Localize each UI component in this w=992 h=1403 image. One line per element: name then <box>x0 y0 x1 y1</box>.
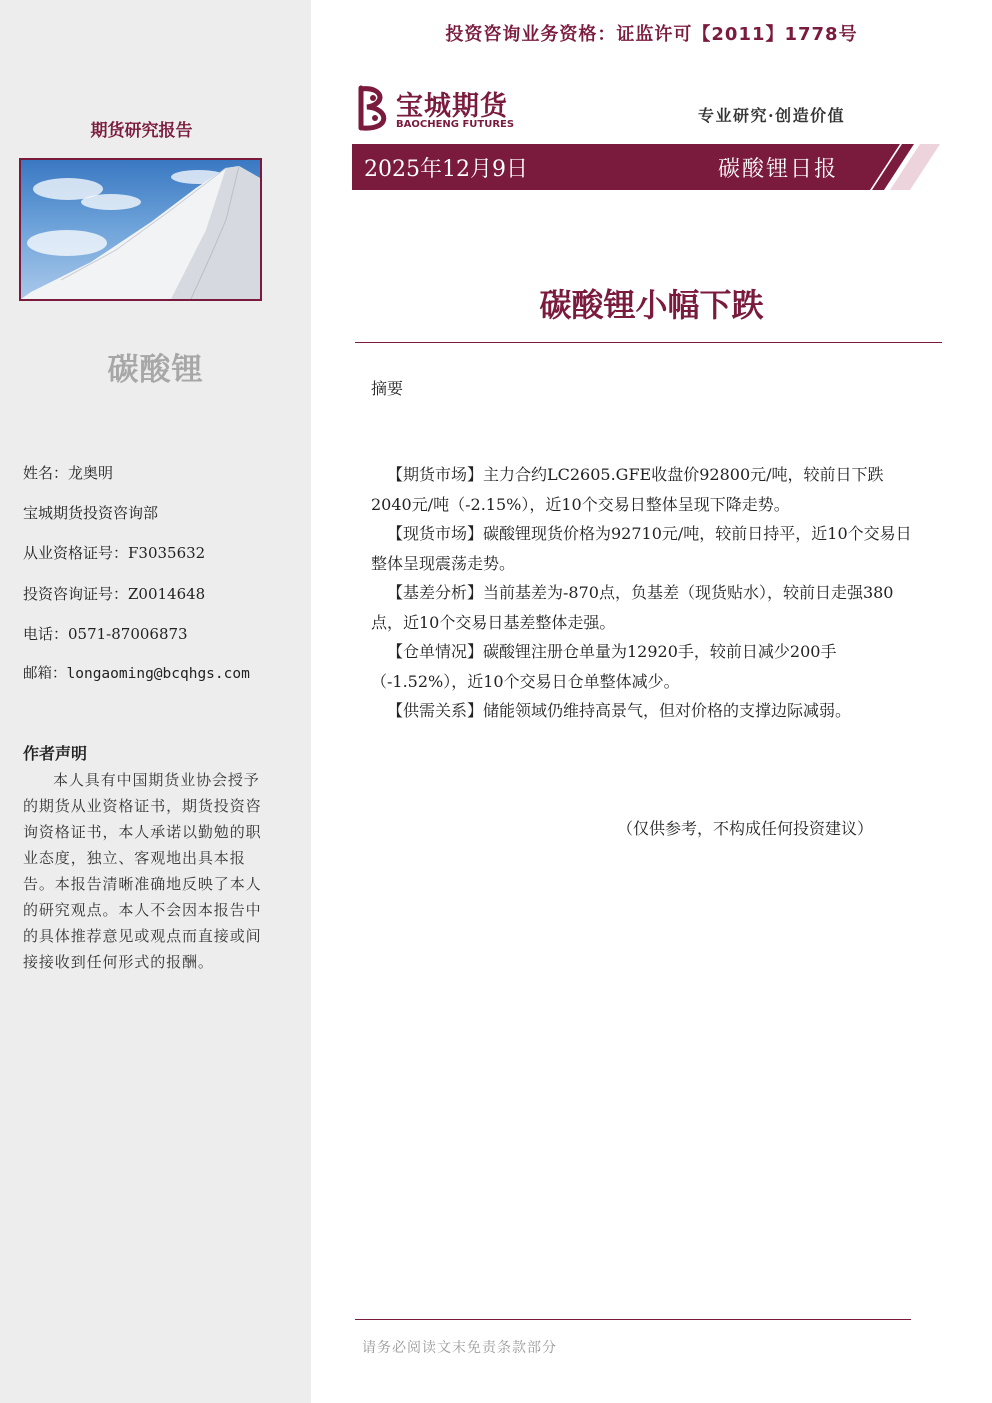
disclaimer: （仅供参考，不构成任何投资建议） <box>617 819 874 838</box>
footer-divider <box>355 1319 911 1320</box>
consulting-number: 投资咨询证号：Z0014648 <box>23 584 206 603</box>
sidebar <box>0 0 311 1403</box>
logo-name-cn: 宝城期货 <box>396 91 508 122</box>
license-line: 投资咨询业务资格：证监许可【2011】1778号 <box>445 24 858 45</box>
author-department: 宝城期货投资咨询部 <box>23 504 159 523</box>
product-name: 碳酸锂 <box>107 352 204 388</box>
footer-note: 请务必阅读文末免责条款部分 <box>362 1340 557 1356</box>
logo-mark-icon <box>355 84 393 132</box>
author-contact <box>23 462 250 703</box>
summary-warehouse-receipts: 【仓单情况】碳酸锂注册仓单量为12920手，较前日减少200手（-1.52%），近10个交易日仓单整体减少。 <box>371 642 837 691</box>
declaration-body: 本人具有中国期货业协会授予的期货从业资格证书，期货投资咨询资格证书，本人承诺以勤勉的职业态度，独立、客观地出具本报告。本报告清晰准确地反映了本人的研究观点。本人不会因本报告中的具体推荐意见或观点而直接或间接接收到任何形式的报酬。 <box>23 771 262 971</box>
report-type-label: 期货研究报告 <box>90 121 193 141</box>
summary <box>371 460 917 726</box>
title-divider <box>355 342 942 343</box>
author-phone: 电话：0571-87006873 <box>23 624 188 643</box>
salt-pile-image <box>21 160 260 299</box>
summary-supply-demand: 【供需关系】储能领域仍维持高景气，但对价格的支撑边际减弱。 <box>387 701 852 720</box>
logo-name-en: BAOCHENG FUTURES <box>396 119 515 130</box>
cover-image <box>19 158 262 301</box>
qualification-number: 从业资格证号：F3035632 <box>23 544 206 563</box>
report-title: 碳酸锂小幅下跌 <box>539 286 764 324</box>
summary-basis-analysis: 【基差分析】当前基差为-870点，负基差（现货贴水），较前日走强380点，近10个交易日基差整体走强。 <box>371 583 894 632</box>
author-email[interactable]: 邮箱：longaoming@bcqhgs.com <box>23 665 250 682</box>
company-logo <box>355 84 525 134</box>
report-name: 碳酸锂日报 <box>718 157 839 182</box>
report-date: 2025年12月9日 <box>364 157 528 182</box>
author-name: 姓名：龙奥明 <box>23 464 114 482</box>
declaration-heading: 作者声明 <box>23 744 88 763</box>
abstract-label: 摘要 <box>371 379 404 398</box>
slogan: 专业研究·创造价值 <box>698 106 846 125</box>
summary-spot-market: 【现货市场】碳酸锂现货价格为92710元/吨，较前日持平，近10个交易日整体呈现震荡走势。 <box>371 524 912 573</box>
summary-futures-market: 【期货市场】主力合约LC2605.GFE收盘价92800元/吨，较前日下跌2040元/吨（-2.15%），近10个交易日整体呈现下降走势。 <box>371 465 884 514</box>
